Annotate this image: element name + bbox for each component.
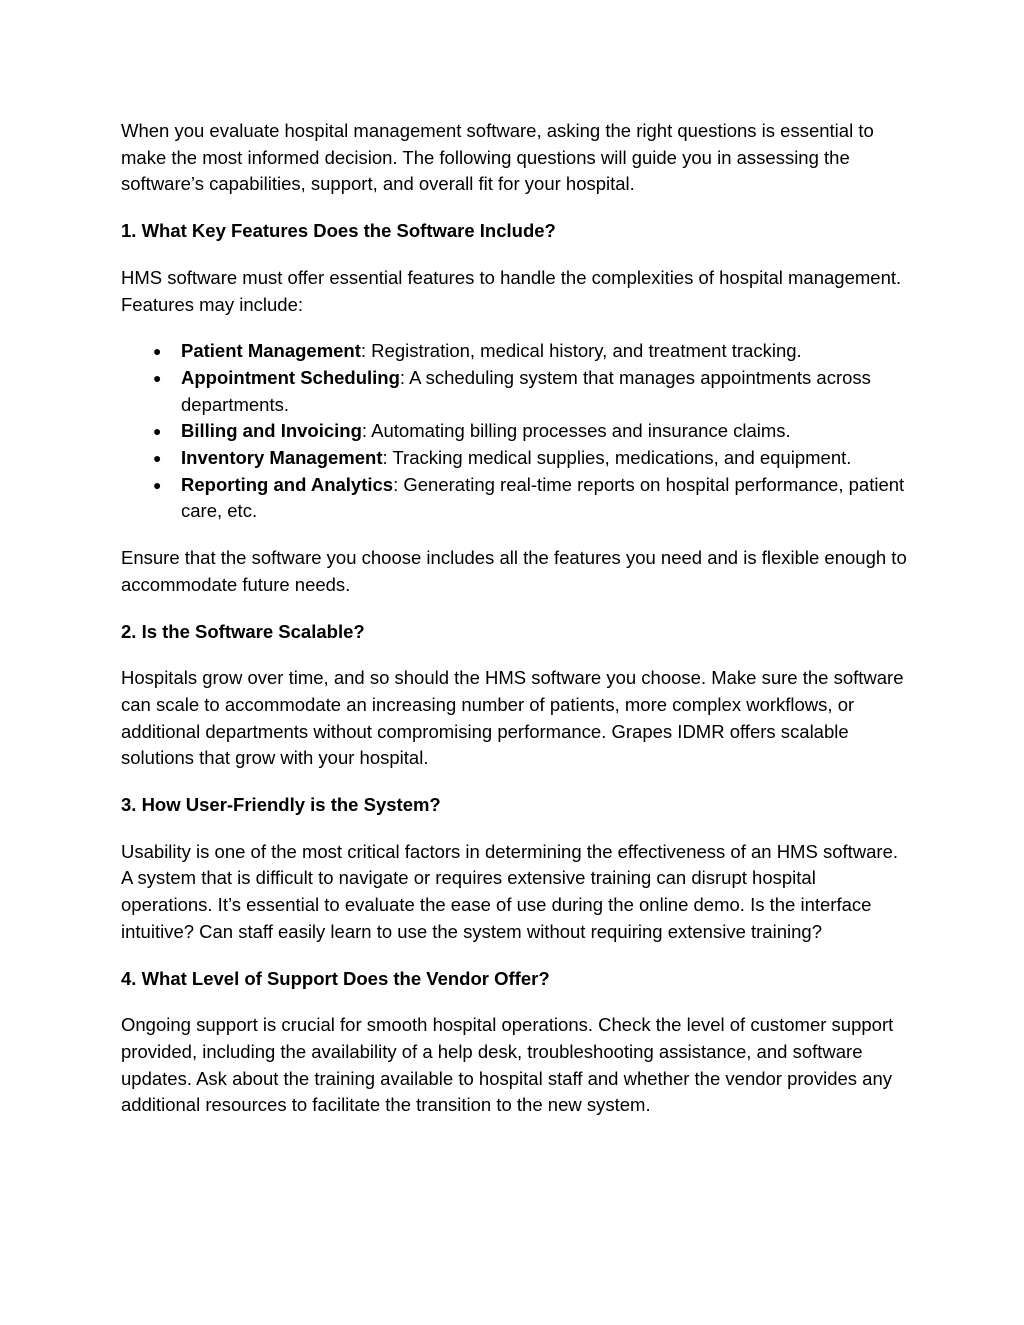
section-3-body: Usability is one of the most critical factors in determining the effectiveness of an HMS software. A system that is difficult to navigate or requires extensive training can disrupt hospital operations. It’s essential to evaluate the ease of use during the online demo. Is the interface intuitive? Can staff easily learn to use the system without requiring extensive training? [121,840,898,942]
section-1-heading: 1. What Key Features Does the Software Include? [121,220,556,242]
bullet-icon: ● [153,450,162,467]
section-1-body: HMS software must offer essential features to handle the complexities of hospital management. Features may include: [121,266,902,315]
feature-desc: : A scheduling system that manages appointments across departments. [181,366,871,415]
feature-desc: : Automating billing processes and insurance claims. [361,420,791,442]
list-item [121,472,911,525]
bullet-icon: ● [153,423,162,440]
bullet-icon: ● [153,343,162,360]
feature-term: Inventory Management [181,447,383,469]
feature-term: Appointment Scheduling [181,366,400,388]
list-item [121,418,911,445]
document-page [121,118,911,1139]
section-4-heading: 4. What Level of Support Does the Vendor Offer? [121,967,550,989]
list-item [121,338,911,365]
list-item [121,445,911,472]
section-1-after: Ensure that the software you choose includes all the features you need and is flexible enough to accommodate future needs. [121,547,907,595]
feature-desc: : Generating real-time reports on hospital performance, patient care, etc. [181,473,905,522]
section-2-heading: 2. Is the Software Scalable? [121,620,365,642]
feature-term: Reporting and Analytics [181,473,394,495]
feature-term: Billing and Invoicing [181,420,362,442]
bullet-icon: ● [153,476,162,493]
feature-desc: : Registration, medical history, and treatment tracking. [360,340,802,362]
bullet-icon: ● [153,369,162,386]
feature-desc: : Tracking medical supplies, medications, and equipment. [382,447,852,469]
features-list [121,338,911,525]
feature-term: Patient Management [181,340,361,362]
section-4-body: Ongoing support is crucial for smooth hospital operations. Check the level of customer support provided, including the availability of a help desk, troubleshooting assistance, and software updates. Ask about the training available to hospital staff and whether the vendor provides any additional resources to facilitate the transition to the new system. [121,1014,894,1116]
section-2-body: Hospitals grow over time, and so should the HMS software you choose. Make sure the software can scale to accommodate an increasing number of patients, more complex workflows, or additional departments without compromising performance. Grapes IDMR offers scalable solutions that grow with your hospital. [121,667,904,769]
section-3-heading: 3. How User-Friendly is the System? [121,794,441,816]
intro-paragraph: When you evaluate hospital management software, asking the right questions is essential to make the most informed decision. The following questions will guide you in assessing the software’s capabilities, support, and overall fit for your hospital. [121,120,874,195]
list-item [121,365,911,418]
